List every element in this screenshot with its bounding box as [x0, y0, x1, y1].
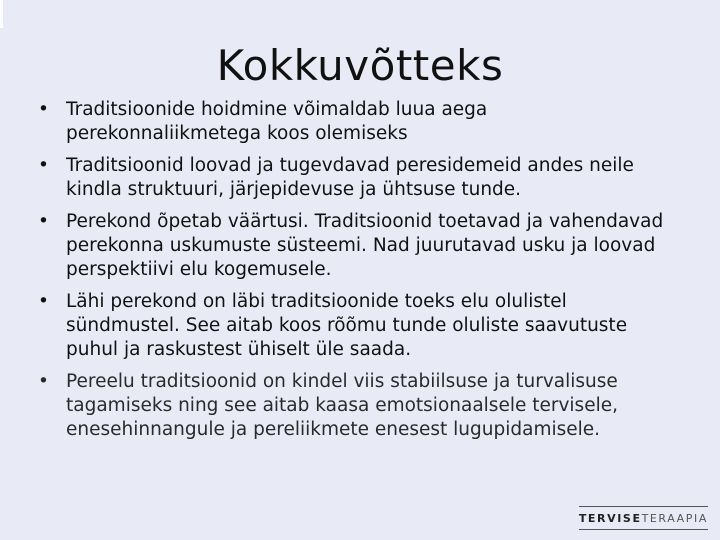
bullet-item	[34, 210, 684, 282]
bullet-dot: •	[38, 155, 49, 176]
logo-part-light: TERAAPIA	[641, 511, 708, 525]
tervise-teraapia-logo	[579, 506, 708, 530]
slide-title: Kokkuvõtteks	[216, 41, 504, 90]
bullet-item	[34, 290, 684, 362]
bullet-dot: •	[38, 211, 49, 232]
bullet-list	[34, 98, 684, 450]
bullet-text: Lähi perekond on läbi traditsioonide toeks elu olulistel sündmustel. See aitab koos rõõmu tunde oluliste saavutuste puhul ja raskustest ühiselt üle saada.	[66, 291, 628, 360]
bullet-text: Pereelu traditsioonid on kindel viis stabiilsuse ja turvalisuse tagamiseks ning see aitab kaasa emotsionaalsele tervisele, enesehinnangule ja pereliikmete enesest lugupidamisele.	[66, 371, 618, 440]
logo-part-bold: TERVISE	[578, 511, 642, 525]
bullet-dot: •	[38, 291, 49, 312]
bullet-dot: •	[38, 371, 49, 392]
edge-mark	[0, 0, 3, 28]
bullet-item	[34, 98, 684, 146]
bullet-item	[34, 370, 684, 442]
bullet-item	[34, 154, 684, 202]
bullet-dot: •	[38, 99, 49, 120]
bullet-text: Perekond õpetab väärtusi. Traditsioonid toetavad ja vahendavad perekonna uskumuste süsteemi. Nad juurutavad usku ja loovad perspektiivi elu kogemusele.	[66, 211, 664, 280]
bullet-text: Traditsioonide hoidmine võimaldab luua aega perekonnaliikmetega koos olemiseks	[66, 99, 488, 144]
bullet-text: Traditsioonid loovad ja tugevdavad peresidemeid andes neile kindla struktuuri, järjepidevuse ja ühtsuse tunde.	[66, 155, 634, 200]
